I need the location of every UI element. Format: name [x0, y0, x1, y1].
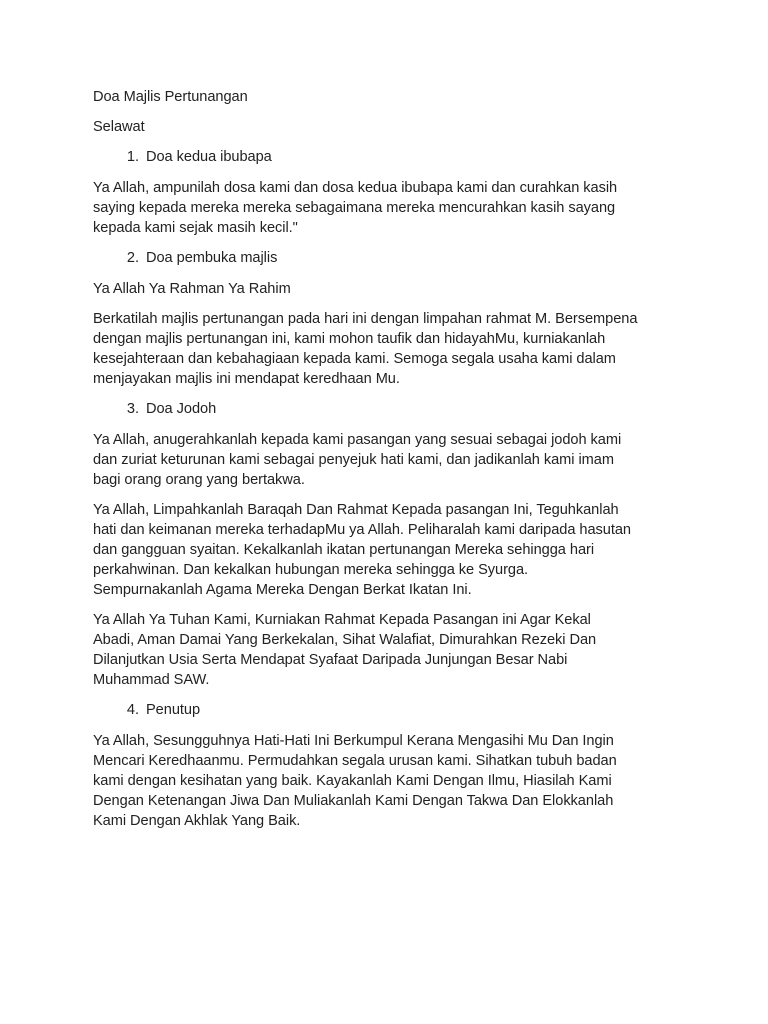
- section-1-heading: [93, 147, 683, 167]
- section-2-paragraph-2: Berkatilah majlis pertunangan pada hari ini dengan limpahan rahmat M. Bersempena dengan majlis pertunangan ini, kami mohon taufik dan hidayahMu, kurniakanlah kesejahteraan dan kebahagiaan kepada kami. Semoga segala usaha kami dalam menjayakan majlis ini mendapat keredhaan Mu.: [93, 311, 638, 387]
- list-number: 2.: [126, 250, 139, 266]
- section-1-paragraph-1: Ya Allah, ampunilah dosa kami dan dosa kedua ibubapa kami dan curahkan kasih saying kepada mereka mereka sebagaimana mereka mencurahkan kasih sayang kepada kami sejak masih kecil.": [93, 180, 618, 236]
- list-heading-label: Doa pembuka majlis: [146, 250, 278, 266]
- list-number: 1.: [126, 149, 139, 165]
- section-3-heading: [93, 399, 683, 419]
- list-heading-label: Doa kedua ibubapa: [146, 149, 272, 165]
- list-number: 3.: [126, 401, 139, 417]
- section-4-paragraph-1: Ya Allah, Sesungguhnya Hati-Hati Ini Berkumpul Kerana Mengasihi Mu Dan Ingin Mencari Keredhaanmu. Permudahkan segala urusan kami. Sihatkan tubuh badan kami dengan kesihatan yang baik. Kayakanlah Kami Dengan Ilmu, Hiasilah Kami Dengan Ketenangan Jiwa Dan Muliakanlah Kami Dengan Takwa Dan Elokkanlah Kami Dengan Akhlak Yang Baik.: [93, 733, 617, 829]
- section-3-paragraph-2: Ya Allah, Limpahkanlah Baraqah Dan Rahmat Kepada pasangan Ini, Teguhkanlah hati dan keimanan mereka terhadapMu ya Allah. Peliharalah kami daripada hasutan dan gangguan syaitan. Kekalkanlah ikatan pertunangan Mereka sehingga hari perkahwinan. Dan kekalkan hubungan mereka sehingga ke Syurga. Sempurnakanlah Agama Mereka Dengan Berkat Ikatan Ini.: [93, 502, 631, 598]
- selawat-line: Selawat: [93, 119, 145, 135]
- list-heading-label: Penutup: [146, 702, 201, 718]
- section-3-paragraph-1: Ya Allah, anugerahkanlah kepada kami pasangan yang sesuai sebagai jodoh kami dan zuriat keturunan kami sebagai penyejuk hati kami, dan jadikanlah kami imam bagi orang orang yang bertakwa.: [93, 432, 622, 488]
- section-4-heading: [93, 700, 683, 720]
- document-page: [93, 87, 683, 841]
- list-heading-label: Doa Jodoh: [146, 401, 217, 417]
- section-2-heading: [93, 248, 683, 268]
- list-number: 4.: [126, 702, 139, 718]
- section-3-paragraph-3: Ya Allah Ya Tuhan Kami, Kurniakan Rahmat Kepada Pasangan ini Agar Kekal Abadi, Aman Damai Yang Berkekalan, Sihat Walafiat, Dimurahkan Rezeki Dan Dilanjutkan Usia Serta Mendapat Syafaat Daripada Junjungan Besar Nabi Muhammad SAW.: [93, 612, 597, 688]
- section-2-paragraph-1: Ya Allah Ya Rahman Ya Rahim: [93, 281, 291, 297]
- document-title: Doa Majlis Pertunangan: [93, 89, 248, 105]
